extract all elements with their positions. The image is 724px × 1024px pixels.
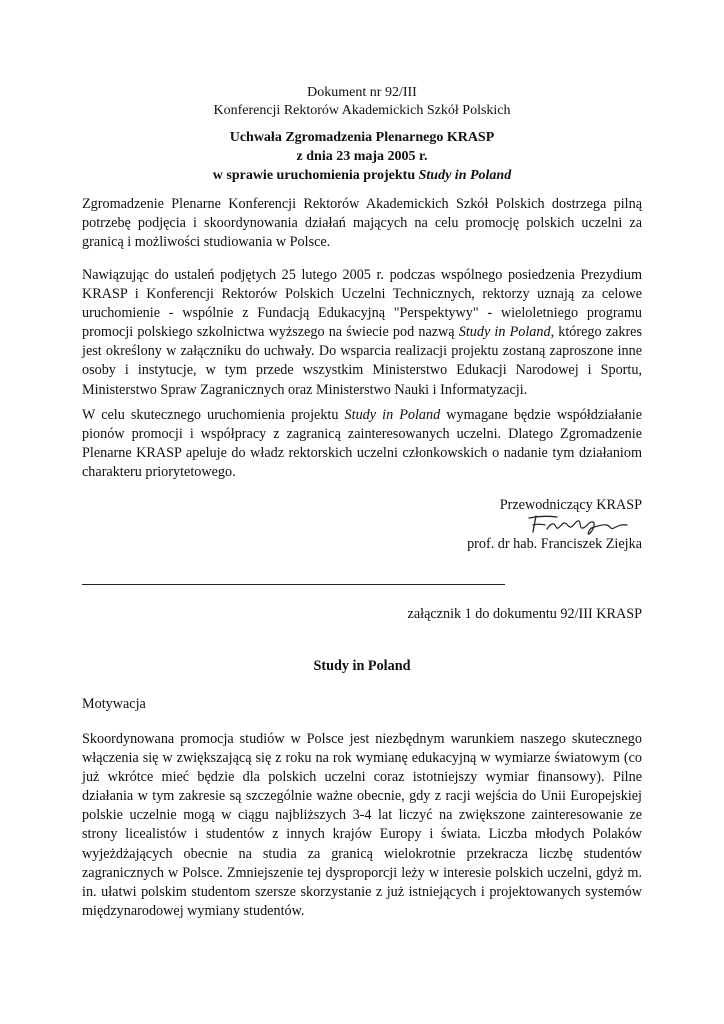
resolution-title <box>0 128 724 185</box>
paragraph-1: Zgromadzenie Plenarne Konferencji Rektorów Akademickich Szkół Polskich dostrzega pilną potrzebę podjęcia i skoordynowania działań mających na celu promocję polskich uczelni za granicą i możliwości studiowania w Polsce. <box>82 196 642 251</box>
title-line-3 <box>0 166 724 185</box>
paragraph-3-part-a: W celu skutecznego uruchomienia projektu <box>82 407 345 423</box>
paragraph-2-project-name: Study in Poland <box>458 324 551 341</box>
title-line-1: Uchwała Zgromadzenia Plenarnego KRASP <box>229 130 495 145</box>
document-number: Dokument nr 92/III <box>307 85 417 100</box>
signatory-name: prof. dr hab. Franciszek Ziejka <box>467 536 642 552</box>
title-line-3-prefix: w sprawie uruchomienia projektu <box>212 168 419 183</box>
document-header <box>0 84 724 120</box>
paragraph-2-part-b: , którego zakres jest określony w załączniku do uchwały. Do wsparcia realizacji projektu zostaną zaproszone inne osoby i instytucje, w tym przede wszystkim Ministerstwo Edukacji Narodowej i Sportu, Ministerstwo Spraw Zagranicznych oraz Ministerstwo Nauki i Informatyzacji. <box>82 324 642 398</box>
section-heading-motivation: Motywacja <box>82 696 146 712</box>
paragraph-2 <box>82 266 642 400</box>
title-line-2: z dnia 23 maja 2005 r. <box>296 149 428 164</box>
signatory-role: Przewodniczący KRASP <box>499 497 642 513</box>
title-project-name: Study in Poland <box>418 168 512 183</box>
paragraph-3 <box>82 406 642 482</box>
organization-name: Konferencji Rektorów Akademickich Szkół Polskich <box>213 103 511 118</box>
paragraph-3-project-name: Study in Poland <box>344 407 441 423</box>
annex-title: Study in Poland <box>313 658 411 674</box>
handwritten-signature <box>527 512 637 536</box>
paragraph-2-part-a: Nawiązując do ustaleń podjętych 25 lutego 2005 r. podczas wspólnego posiedzenia Prezydium KRASP i Konferencji Rektorów Polskich Uczelni Technicznych, rektorzy uznają za celowe uruchomienie - wspólnie z Fundacją Edukacyjną "Perspektywy" - wieloletniego programu promocji polskiego szkolnictwa wyższego na świecie pod nazwą <box>82 267 642 341</box>
annex-paragraph-1: Skoordynowana promocja studiów w Polsce jest niezbędnym warunkiem naszego skutecznego włączenia się w zwiększającą się z roku na rok wymianę edukacyjną w wymiarze światowym (co już wkrótce mieć będzie dla polskich uczelni coraz istotniejszy wymiar finansowy). Pilne działania w tym zakresie są szczególnie ważne obecnie, gdy z racji wejścia do Unii Europejskiej polskie uczelnie mogą w ciągu najbliższych 3-4 lat liczyć na zwiększone zainteresowanie ze strony licealistów i studentów z innych krajów Europy i świata. Liczba młodych Polaków wyjeżdżających obecnie na studia za granicą wielokrotnie przekracza liczbę studentów zagranicznych w Polsce. Zmniejszenie tej dysproporcji leży w interesie polskich uczelni, gdyż m. in. ułatwi polskim studentom szersze skorzystanie z już istniejących i projektowanych systemów międzynarodowej wymiany studentów. <box>82 731 642 919</box>
separator-line <box>82 584 505 585</box>
paragraph-3-part-b: wymagane będzie współdziałanie pionów promocji i współpracy z zagranicą zainteresowanych uczelni. Dlatego Zgromadzenie Plenarne KRASP apeluje do władz rektorskich uczelni członkowskich o nadanie tym działaniom charakteru priorytetowego. <box>82 407 643 481</box>
annex-label: załącznik 1 do dokumentu 92/III KRASP <box>407 606 642 622</box>
